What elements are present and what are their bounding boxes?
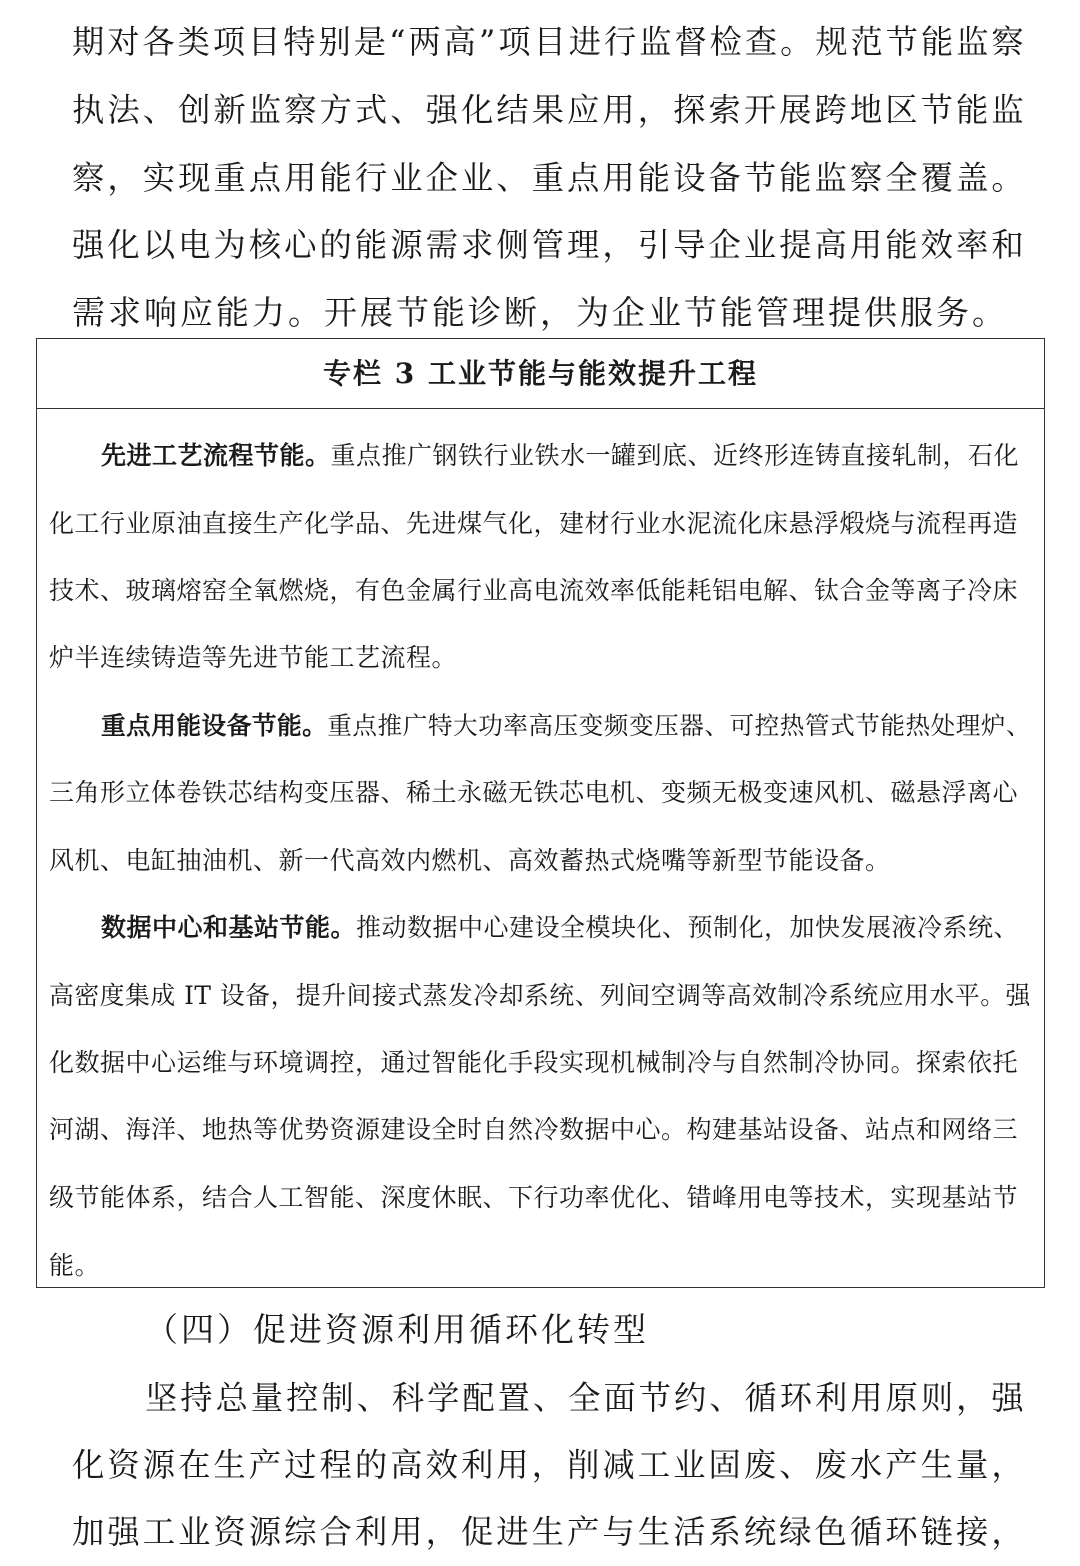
box-paragraph-first-line [101, 911, 1019, 945]
box-text-line: 风机、电缸抽油机、新一代高效内燃机、高效蓄热式烧嘴等新型节能设备。 [49, 846, 891, 875]
box-text-line: 化数据中心运维与环境调控，通过智能化手段实现机械制冷与自然制冷协同。探索依托 [49, 1048, 1019, 1077]
box-text-line: 高密度集成 IT 设备，提升间接式蒸发冷却系统、列间空调等高效制冷系统应用水平。强 [49, 981, 1031, 1010]
column-box-title: 专栏 3 工业节能与能效提升工程 [323, 357, 758, 390]
box-text-line: 能。 [49, 1251, 101, 1280]
box-paragraph-heading: 先进工艺流程节能。 [101, 441, 331, 470]
body-text-line: 加强工业资源综合利用，促进生产与生活系统绿色循环链接， [72, 1513, 1027, 1551]
body-text-line: 执法、创新监察方式、强化结果应用，探索开展跨地区节能监 [72, 91, 1027, 129]
box-paragraph-first-line [101, 439, 1019, 473]
box-text-line: 级节能体系，结合人工智能、深度休眠、下行功率优化、错峰用电等技术，实现基站节 [49, 1183, 1019, 1212]
body-text-line: 坚持总量控制、科学配置、全面节约、循环利用原则，强 [145, 1379, 1027, 1417]
column-box [36, 338, 1045, 1288]
box-text-line: 炉半连续铸造等先进节能工艺流程。 [49, 643, 458, 672]
box-text-line: 化工行业原油直接生产化学品、先进煤气化，建材行业水泥流化床悬浮煅烧与流程再造 [49, 509, 1019, 538]
body-text-line: 强化以电为核心的能源需求侧管理，引导企业提高用能效率和 [72, 226, 1027, 264]
box-text-line: 三角形立体卷铁芯结构变压器、稀土永磁无铁芯电机、变频无极变速风机、磁悬浮离心 [49, 778, 1019, 807]
box-paragraph-first-line [101, 709, 1031, 743]
section-heading: （四）促进资源利用循环化转型 [145, 1310, 649, 1349]
box-paragraph-heading: 重点用能设备节能。 [101, 711, 328, 740]
body-text-line: 察，实现重点用能行业企业、重点用能设备节能监察全覆盖。 [72, 159, 1027, 197]
body-text-line: 化资源在生产过程的高效利用，削减工业固废、废水产生量， [72, 1446, 1027, 1484]
column-box-header [37, 339, 1044, 409]
box-paragraph-text: 推动数据中心建设全模块化、预制化，加快发展液冷系统、 [356, 913, 1020, 942]
box-paragraph-heading: 数据中心和基站节能。 [101, 913, 357, 942]
box-text-line: 技术、玻璃熔窑全氧燃烧，有色金属行业高电流效率低能耗铝电解、钛合金等离子冷床 [49, 576, 1019, 605]
box-paragraph-text: 重点推广钢铁行业铁水一罐到底、近终形连铸直接轧制，石化 [330, 441, 1020, 470]
body-text-line: 期对各类项目特别是“两高”项目进行监督检查。规范节能监察 [72, 23, 1027, 61]
body-text-line: 需求响应能力。开展节能诊断，为企业节能管理提供服务。 [72, 293, 1008, 332]
box-text-line: 河湖、海洋、地热等优势资源建设全时自然冷数据中心。构建基站设备、站点和网络三 [49, 1115, 1019, 1144]
box-paragraph-text: 重点推广特大功率高压变频变压器、可控热管式节能热处理炉、 [327, 711, 1032, 740]
